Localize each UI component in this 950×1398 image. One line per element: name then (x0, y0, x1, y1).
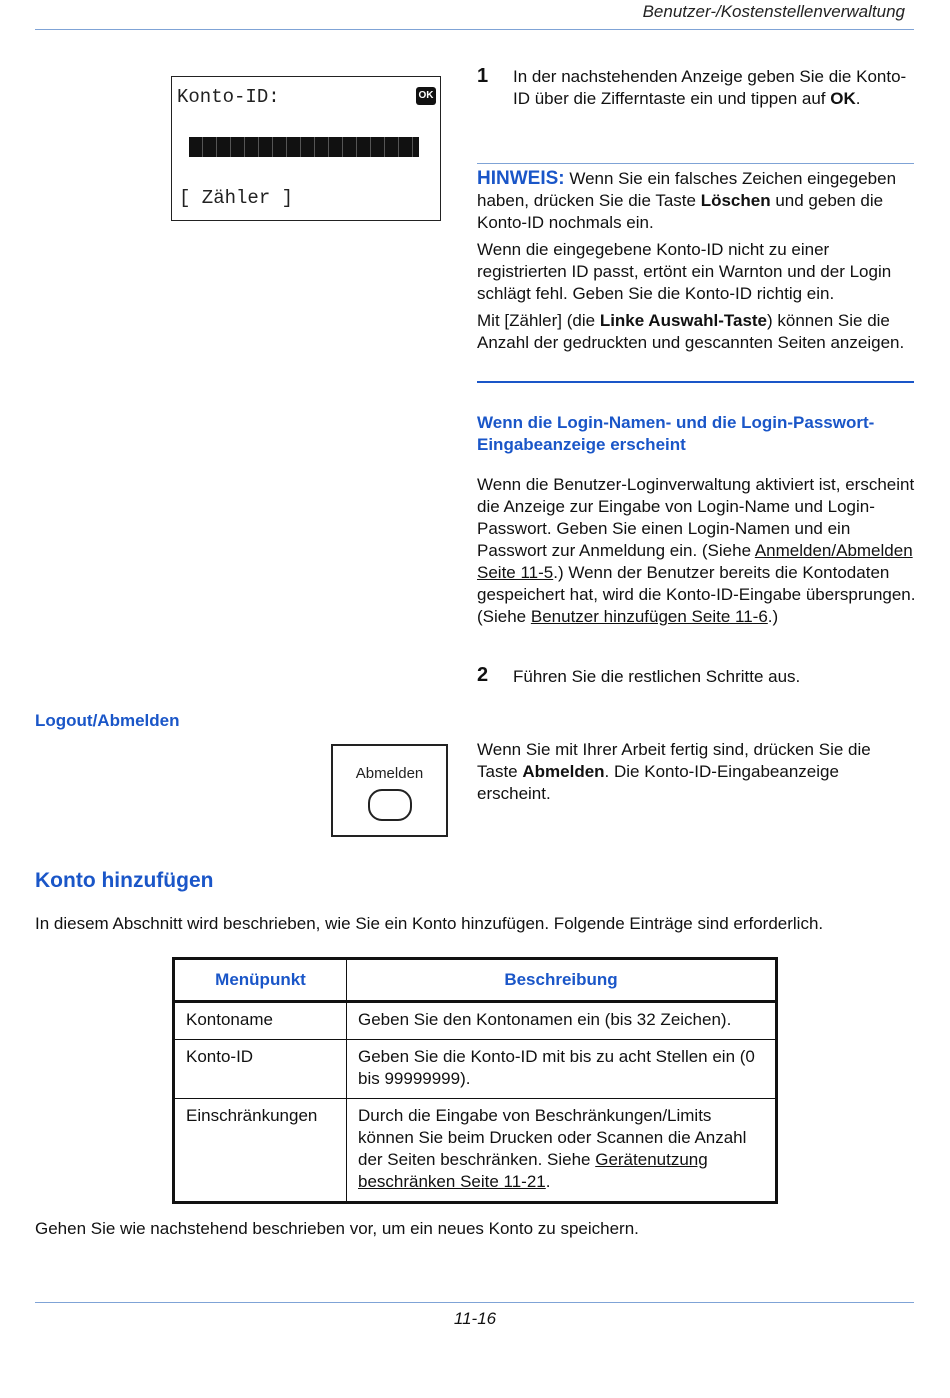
step-1-text-bold: OK (830, 89, 856, 108)
table-header-row (174, 959, 777, 1002)
step-2-number: 2 (477, 664, 489, 686)
table-cell-desc-text: Durch die Eingabe von Beschränkungen/Limits können Sie beim Drucken oder Scannen die Anzahl der Seiten beschränken. Siehe (358, 1106, 747, 1169)
table-cell-item: Kontoname (174, 1002, 347, 1040)
table-header-beschreibung: Beschreibung (347, 959, 777, 1002)
table-row (174, 1040, 777, 1099)
konto-hinzufuegen-heading: Konto hinzufügen (35, 869, 214, 892)
hinweis-p1-bold: Löschen (700, 191, 771, 210)
logout-heading: Logout/Abmelden (35, 711, 180, 730)
hinweis-paragraph-2: Wenn die eingegebene Konto-ID nicht zu einer registrierten ID passt, ertönt ein Warnton und der Login schlägt fehl. Geben Sie die Konto-ID richtig ein. (477, 240, 892, 303)
header-divider (35, 29, 914, 30)
konto-outro: Gehen Sie wie nachstehend beschrieben vor, um ein neues Konto zu speichern. (35, 1219, 639, 1238)
table-header-menuepunkt: Menüpunkt (174, 959, 347, 1002)
link-benutzer-hinzufuegen[interactable]: Benutzer hinzufügen Seite 11-6 (530, 607, 768, 626)
hinweis-label: HINWEIS: (477, 168, 565, 189)
logout-text-bold: Abmelden (522, 762, 605, 781)
table-cell-item: Konto-ID (174, 1040, 347, 1099)
login-p-a: Wenn die Benutzer-Loginverwaltung aktiviert ist, erscheint die Anzeige zur Eingabe von Login-Name und Login-Passwort. Geben Sie einen Login-Namen und ein Passwort zur Anmeldung ein. (Siehe (477, 475, 915, 560)
konto-table (172, 957, 778, 1204)
table-row (174, 1002, 777, 1040)
hinweis-paragraph-1 (477, 168, 914, 234)
footer-divider (35, 1302, 914, 1303)
login-section-paragraph (477, 474, 917, 628)
abmelden-key-icon (368, 789, 412, 821)
logout-text-a: Wenn Sie mit Ihrer Arbeit fertig sind, drücken Sie die Taste (477, 740, 871, 781)
login-p-b: .) Wenn der Benutzer bereits die Kontodaten gespeichert hat, wird die Konto-ID-Eingabe übersprungen. (Siehe (477, 563, 916, 626)
table-cell-desc: Geben Sie die Konto-ID mit bis zu acht Stellen ein (0 bis 99999999). (347, 1040, 777, 1099)
logout-text (477, 739, 914, 805)
hinweis-p1-b: und geben die Konto-ID nochmals ein. (477, 191, 884, 232)
lcd-screen (171, 76, 441, 221)
hinweis-p3-bold: Linke Auswahl-Taste (599, 311, 768, 330)
abmelden-key-label: Abmelden (355, 765, 424, 782)
hinweis-top-rule (477, 163, 914, 164)
table-cell-desc: Geben Sie den Kontonamen ein (bis 32 Zeichen). (347, 1002, 777, 1040)
step-1-number: 1 (477, 65, 489, 87)
lcd-input-bar (189, 137, 419, 157)
table-cell-desc-end: . (545, 1172, 551, 1191)
login-p-c: .) (767, 607, 779, 626)
logout-text-b: . Die Konto-ID-Eingabeanzeige erscheint. (477, 762, 839, 803)
header-title: Benutzer-/Kostenstellenverwaltung (642, 2, 905, 21)
login-section-heading: Wenn die Login-Namen- und die Login-Passwort-Eingabeanzeige erscheint (477, 413, 875, 454)
lcd-line-zaehler: [ Zähler ] (179, 187, 294, 209)
step-1-text (513, 66, 913, 110)
hinweis-paragraph-3 (477, 310, 914, 354)
table-cell-item: Einschränkungen (174, 1099, 347, 1203)
step-1-text-b: . (855, 89, 861, 108)
hinweis-p1-a: Wenn Sie ein falsches Zeichen eingegeben haben, drücken Sie die Taste (477, 169, 897, 210)
lcd-line-konto-id: Konto-ID: (177, 86, 280, 108)
table-row (174, 1099, 777, 1203)
konto-intro: In diesem Abschnitt wird beschrieben, wie Sie ein Konto hinzufügen. Folgende Einträge sind erforderlich. (35, 914, 824, 933)
link-anmelden-abmelden[interactable]: Anmelden/Abmelden Seite 11-5 (477, 541, 913, 582)
abmelden-key-illustration (331, 744, 448, 837)
ok-icon: OK (416, 87, 436, 105)
hinweis-bottom-rule (477, 381, 914, 383)
table-cell-desc (347, 1099, 777, 1203)
hinweis-p3-b: ) können Sie die Anzahl der gedruckten und gescannten Seiten anzeigen. (477, 311, 905, 352)
hinweis-p3-a: Mit [Zähler] (die (477, 311, 600, 330)
step-1-text-a: In der nachstehenden Anzeige geben Sie die Konto-ID über die Zifferntaste ein und tippen auf (513, 67, 907, 108)
step-2-text: Führen Sie die restlichen Schritte aus. (513, 667, 801, 686)
page-number: 11-16 (453, 1309, 497, 1328)
link-geraetenutzung-beschraenken[interactable]: Gerätenutzung beschränken Seite 11-21 (358, 1150, 708, 1191)
